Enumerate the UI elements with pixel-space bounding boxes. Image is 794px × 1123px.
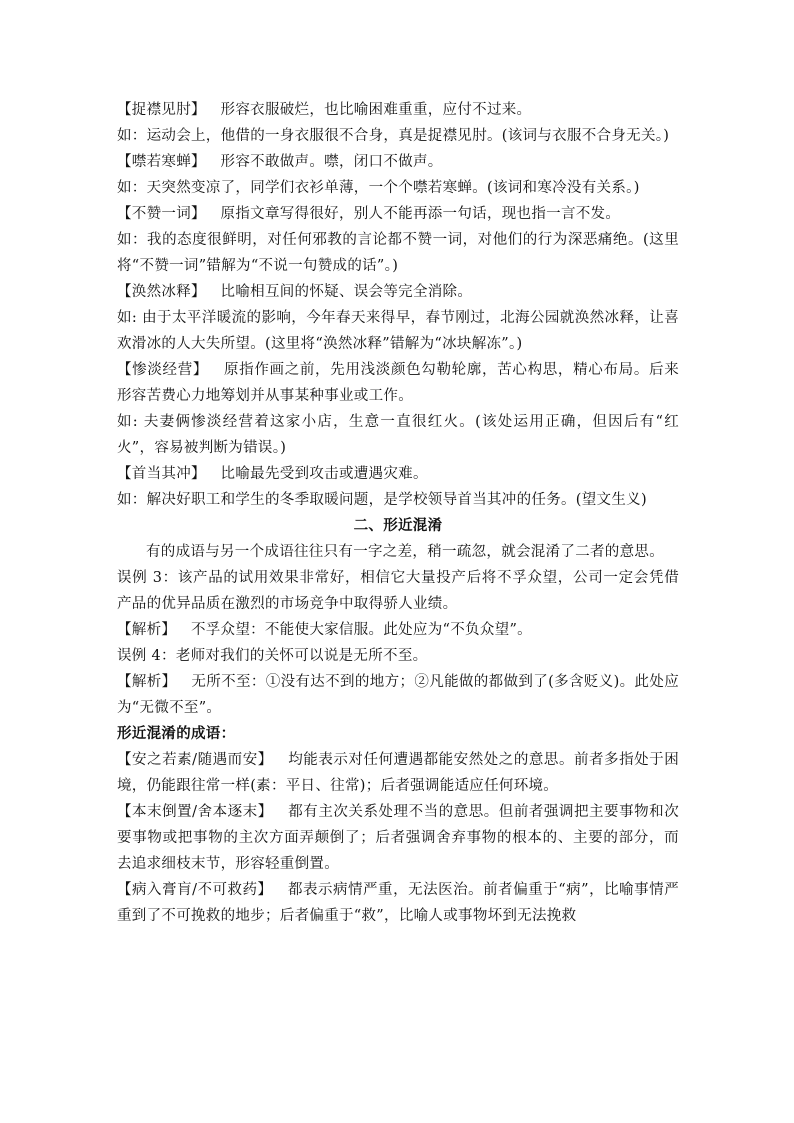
idiom-pair-explanation: 均能表示对任何遭遇都能安然处之的意思。前者多指处于困境，仍能跟往常一样(素：平日、往常)；后者强调能适应任何环境。	[117, 752, 680, 794]
analysis-label: 【解析】	[117, 622, 177, 638]
error-case-3: 误例 3：该产品的试用效果非常好，相信它大量投产后将不孚众望，公司一定会凭借产品的优异品质在激烈的市场竞争中取得骄人业绩。	[117, 570, 679, 612]
definition-buzanyici	[117, 201, 679, 227]
idiom-term: 【噤若寒蝉】	[117, 154, 206, 170]
analysis-text: 无所不至：①没有达不到的地方；②凡能做的都做到了(多含贬义)。此处应为“无微不至”。	[117, 674, 680, 716]
definition-jinruohanchan	[117, 149, 679, 175]
example-candanjingying: 如: 夫妻俩惨淡经营着这家小店，生意一直很红火。(该处运用正确，但因后有“红火”，容易被判断为错误。)	[117, 414, 679, 456]
idiom-term: 【首当其冲】	[117, 466, 206, 482]
idiom-pair-1	[117, 747, 679, 799]
definition-candanjingying	[117, 357, 679, 409]
example-shoudangqichong: 如：解决好职工和学生的冬季取暖问题，是学校领导首当其冲的任务。(望文生义)	[117, 492, 647, 508]
example-huanranbingshi: 如: 由于太平洋暖流的影响，今年春天来得早，春节刚过，北海公园就涣然冰释，让喜欢滑冰的人大失所望。(这里将“涣然冰释”错解为“冰块解冻”。)	[117, 310, 679, 352]
idiom-definition: 比喻相互间的怀疑、误会等完全消除。	[220, 284, 473, 300]
idiom-definition: 形容不敢做声。噤，闭口不做声。	[220, 154, 443, 170]
error-case-4: 误例 4：老师对我们的关怀可以说是无所不至。	[117, 648, 428, 664]
idiom-pair-term: 【本末倒置/舍本逐末】	[117, 804, 273, 820]
analysis-3	[117, 617, 679, 643]
idiom-definition: 原指文章写得很好，别人不能再添一句话，现也指一言不发。	[220, 206, 621, 222]
idiom-definition: 比喻最先受到攻击或遭遇灾难。	[220, 466, 428, 482]
idiom-definition: 形容衣服破烂，也比喻困难重重，应付不过来。	[220, 102, 532, 118]
idiom-term: 【涣然冰释】	[117, 284, 206, 300]
definition-shoudangqichong	[117, 461, 679, 487]
idiom-pair-term: 【安之若素/随遇而安】	[117, 752, 273, 768]
idiom-pair-3	[117, 877, 679, 929]
analysis-label: 【解析】	[117, 674, 177, 690]
idiom-pair-explanation: 都有主次关系处理不当的意思。但前者强调把主要事物和次要事物或把事物的主次方面弄颠倒了；后者强调舍弃事物的根本的、主要的部分，而去追求细枝末节，形容轻重倒置。	[117, 804, 680, 872]
idiom-term: 【捉襟见肘】	[117, 102, 206, 118]
section-intro: 有的成语与另一个成语往往只有一字之差，稍一疏忽，就会混淆了二者的意思。	[146, 544, 664, 560]
analysis-4	[117, 669, 679, 721]
idiom-pair-2	[117, 799, 679, 877]
idiom-definition: 原指作画之前，先用浅淡颜色勾勒轮廓，苦心构思，精心布局。后来形容苦费心力地筹划并从事某种事业或工作。	[117, 362, 679, 404]
section-title: 二、形近混淆	[353, 518, 443, 534]
idiom-term: 【惨淡经营】	[117, 362, 209, 378]
idiom-pair-explanation: 都表示病情严重，无法医治。前者偏重于“病”，比喻事情严重到了不可挽救的地步；后者偏重于“救”，比喻人或事物坏到无法挽救	[117, 882, 679, 924]
example-jinruohanchan: 如：天突然变凉了，同学们衣衫单薄，一个个噤若寒蝉。(该词和寒冷没有关系。)	[117, 180, 640, 196]
example-zhuojinjianzhou: 如：运动会上，他借的一身衣服很不合身，真是捉襟见肘。(该词与衣服不合身无关。)	[117, 128, 670, 144]
document-body	[117, 97, 679, 929]
idiom-term: 【不赞一词】	[117, 206, 206, 222]
analysis-text: 不孚众望：不能使大家信服。此处应为“不负众望”。	[190, 622, 532, 638]
definition-huanranbingshi	[117, 279, 679, 305]
definition-zhuojinjianzhou	[117, 97, 679, 123]
subsection-title: 形近混淆的成语：	[117, 726, 236, 742]
example-buzanyici: 如：我的态度很鲜明，对任何邪教的言论都不赞一词，对他们的行为深恶痛绝。(这里将“不赞一词”错解为“不说一句赞成的话”。)	[117, 232, 679, 274]
idiom-pair-term: 【病入膏肓/不可救药】	[117, 882, 273, 898]
